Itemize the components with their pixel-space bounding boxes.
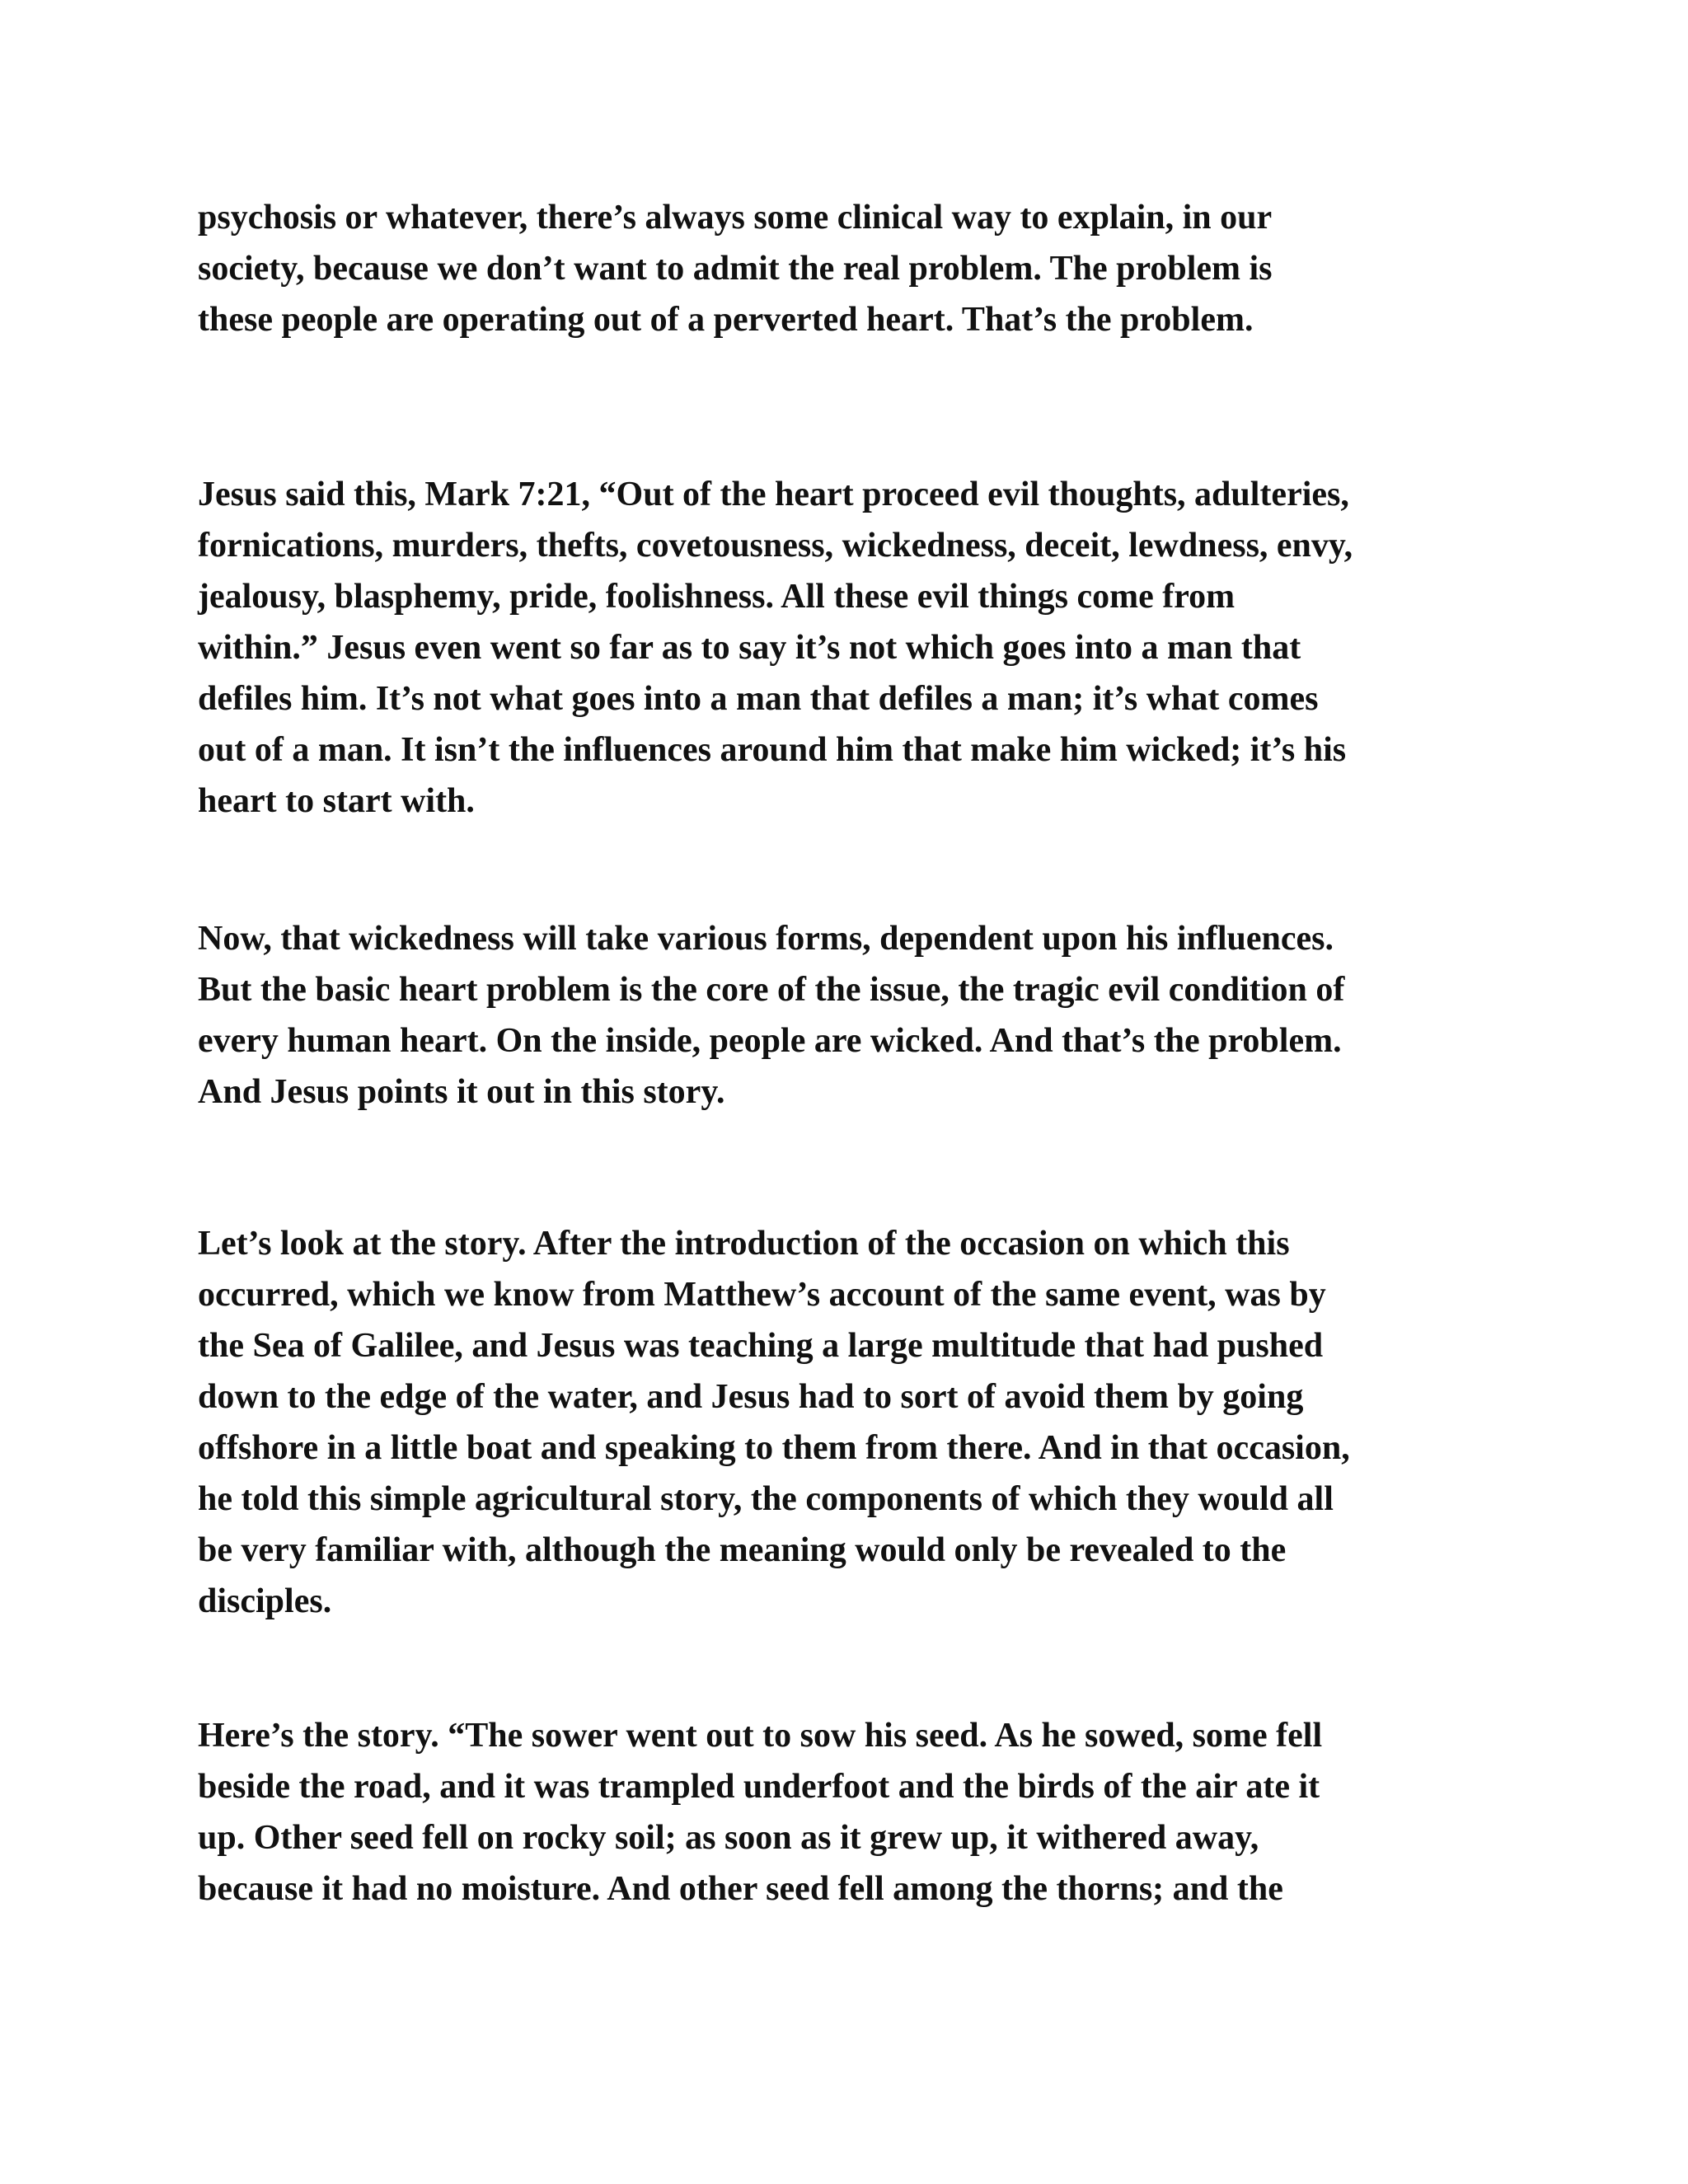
paragraph-5 bbox=[198, 1710, 1484, 1915]
text-line: the Sea of Galilee, and Jesus was teaching a large multitude that had pushed bbox=[198, 1327, 1324, 1365]
text-line: heart to start with. bbox=[198, 782, 475, 820]
text-line: defiles him. It’s not what goes into a man that defiles a man; it’s what comes bbox=[198, 680, 1319, 718]
paragraph-2 bbox=[198, 469, 1484, 827]
text-line: out of a man. It isn’t the influences around him that make him wicked; it’s his bbox=[198, 731, 1347, 769]
text-line: he told this simple agricultural story, the components of which they would all bbox=[198, 1480, 1334, 1518]
text-line: offshore in a little boat and speaking to them from there. And in that occasion, bbox=[198, 1429, 1350, 1467]
text-line: down to the edge of the water, and Jesus had to sort of avoid them by going bbox=[198, 1378, 1304, 1416]
text-line: But the basic heart problem is the core of the issue, the tragic evil condition of bbox=[198, 971, 1345, 1009]
text-line: jealousy, blasphemy, pride, foolishness. All these evil things come from bbox=[198, 578, 1236, 616]
paragraph-3 bbox=[198, 913, 1484, 1118]
text-line: psychosis or whatever, there’s always some clinical way to explain, in our bbox=[198, 199, 1273, 237]
text-line: Let’s look at the story. After the introduction of the occasion on which this bbox=[198, 1225, 1290, 1263]
text-line: beside the road, and it was trampled underfoot and the birds of the air ate it bbox=[198, 1768, 1320, 1806]
text-line: be very familiar with, although the meaning would only be revealed to the bbox=[198, 1531, 1287, 1569]
text-line: Now, that wickedness will take various forms, dependent upon his influences. bbox=[198, 920, 1334, 958]
paragraph-4 bbox=[198, 1218, 1484, 1627]
text-line: within.” Jesus even went so far as to say it’s not which goes into a man that bbox=[198, 629, 1301, 667]
paragraph-1 bbox=[198, 192, 1484, 345]
text-line: And Jesus points it out in this story. bbox=[198, 1073, 725, 1111]
text-line: these people are operating out of a perverted heart. That’s the problem. bbox=[198, 301, 1254, 339]
text-line: every human heart. On the inside, people are wicked. And that’s the problem. bbox=[198, 1022, 1342, 1060]
text-line: Jesus said this, Mark 7:21, “Out of the heart proceed evil thoughts, adulteries, bbox=[198, 476, 1349, 513]
text-line: occurred, which we know from Matthew’s account of the same event, was by bbox=[198, 1276, 1326, 1314]
text-line: Here’s the story. “The sower went out to sow his seed. As he sowed, some fell bbox=[198, 1717, 1323, 1755]
text-line: society, because we don’t want to admit the real problem. The problem is bbox=[198, 250, 1273, 288]
text-line: because it had no moisture. And other seed fell among the thorns; and the bbox=[198, 1870, 1283, 1908]
text-line: up. Other seed fell on rocky soil; as soon as it grew up, it withered away, bbox=[198, 1819, 1259, 1857]
text-line: fornications, murders, thefts, covetousness, wickedness, deceit, lewdness, envy, bbox=[198, 527, 1353, 565]
text-line: disciples. bbox=[198, 1582, 332, 1620]
